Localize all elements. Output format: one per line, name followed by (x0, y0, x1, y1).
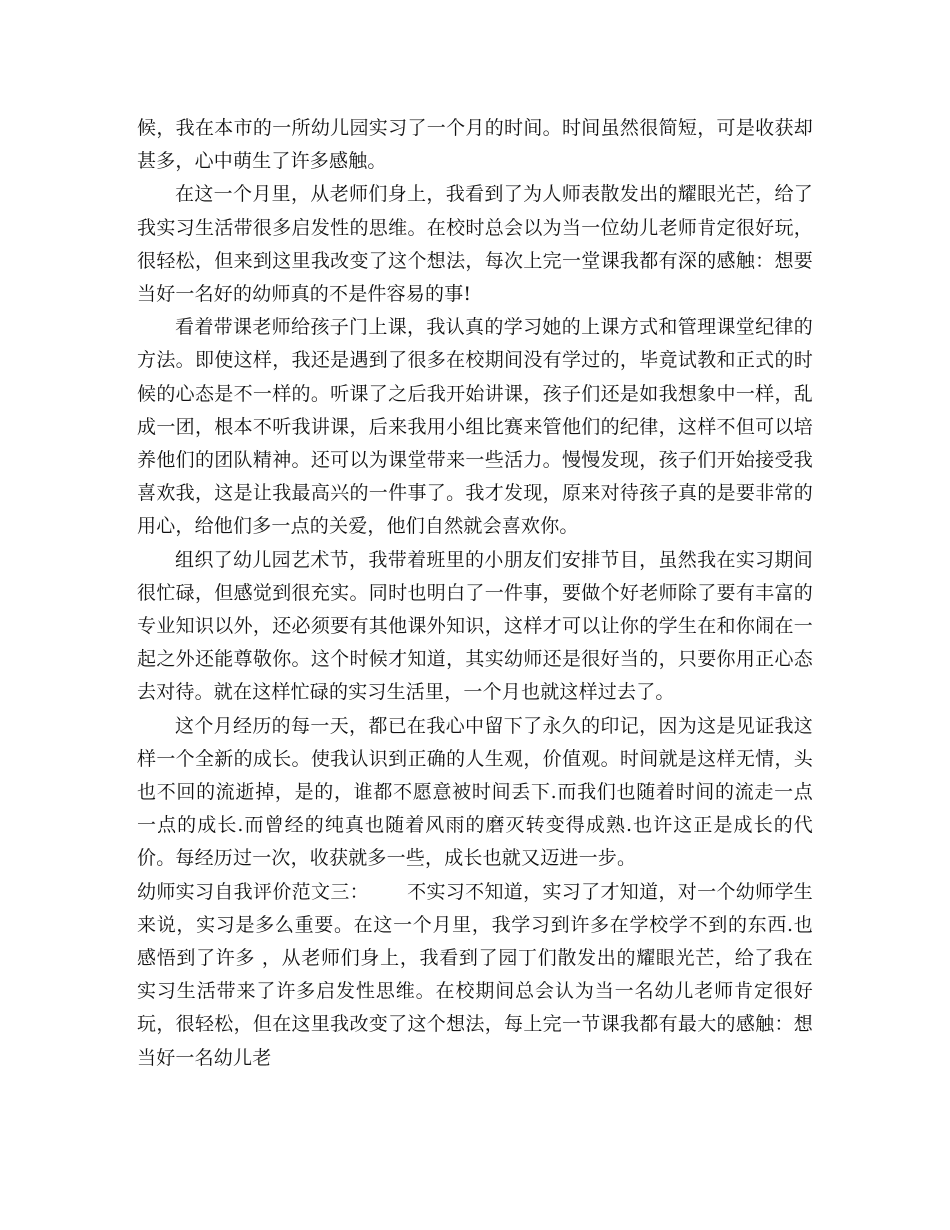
document-body (137, 112, 813, 1075)
paragraph-5: 这个月经历的每一天，都已在我心中留下了永久的印记，因为这是见证我这样一个全新的成长。使我认识到正确的人生观，价值观。时间就是这样无情，头也不回的流逝掉，是的，谁都不愿意被时间丢下.而我们也随着时间的流走一点一点的成长.而曾经的纯真也随着风雨的磨灭转变得成熟.也许这正是成长的代价。每经历过一次，收获就多一些，成长也就又迈进一步。 (137, 714, 813, 870)
paragraph-4: 组织了幼儿园艺术节，我带着班里的小朋友们安排节目，虽然我在实习期间很忙碌，但感觉到很充实。同时也明白了一件事，要做个好老师除了要有丰富的专业知识以外，还必须要有其他课外知识，这样才可以让你的学生在和你闹在一起之外还能尊敬你。这个时候才知道，其实幼师还是很好当的，只要你用正心态去对待。就在这样忙碌的实习生活里，一个月也就这样过去了。 (137, 548, 813, 704)
section-paragraph (137, 876, 813, 1075)
paragraph-3: 看着带课老师给孩子门上课，我认真的学习她的上课方式和管理课堂纪律的方法。即使这样，我还是遇到了很多在校期间没有学过的，毕竟试教和正式的时候的心态是不一样的。听课了之后我开始讲课，孩子们还是如我想象中一样，乱成一团，根本不听我讲课，后来我用小组比赛来管他们的纪律，这样不但可以培养他们的团队精神。还可以为课堂带来一些活力。慢慢发现，孩子们开始接受我喜欢我，这是让我最高兴的一件事了。我才发现，原来对待孩子真的是要非常的用心，给他们多一点的关爱，他们自然就会喜欢你。 (137, 316, 813, 538)
paragraph-1: 候，我在本市的一所幼儿园实习了一个月的时间。时间虽然很简短，可是收获却甚多，心中萌生了许多感触。 (137, 117, 813, 173)
section-text: 不实习不知道，实习了才知道，对一个幼师学生来说，实习是多么重要。在这一个月里，我学习到许多在学校学不到的东西.也感悟到了许多 ，从老师们身上，我看到了园丁们散发出的耀眼光芒，给了我在实习生活带来了许多启发性思维。在校期间总会认为当一名幼儿老师肯定很好玩，很轻松，但在这里我改变了这个想法，每上完一节课我都有最大的感触：想当好一名幼儿老 (137, 880, 813, 1069)
section-heading: 幼师实习自我评价范文三： (137, 880, 369, 903)
paragraph-2: 在这一个月里，从老师们身上，我看到了为人师表散发出的耀眼光芒，给了我实习生活带很多启发性的思维。在校时总会以为当一位幼儿老师肯定很好玩，很轻松，但来到这里我改变了这个想法，每次上完一堂课我都有深的感触：想要当好一名好的幼师真的不是件容易的事! (137, 183, 813, 306)
